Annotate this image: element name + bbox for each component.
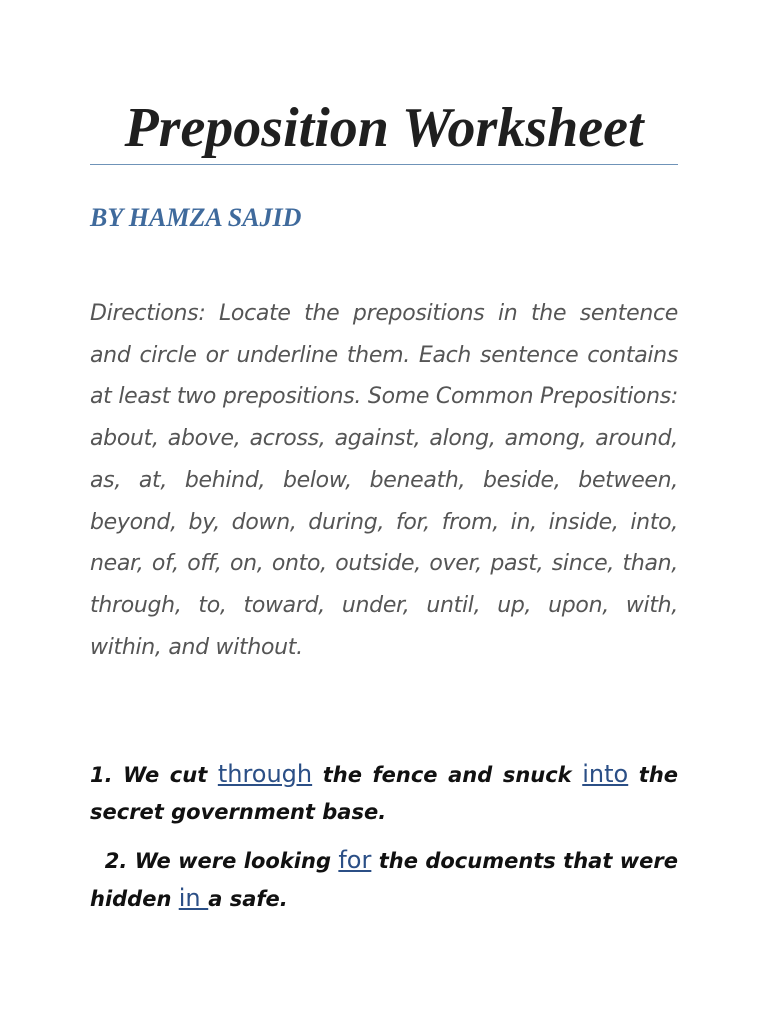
- author-byline: BY HAMZA SAJID: [90, 203, 302, 232]
- question-text: We were looking: [134, 849, 331, 873]
- question-text: the documents that were hidden: [90, 849, 678, 911]
- question-text: the fence and snuck: [322, 763, 572, 787]
- question-number: 1.: [90, 763, 113, 787]
- question-2: [90, 842, 678, 918]
- answer-word: through: [217, 760, 313, 788]
- title-divider: [90, 164, 678, 165]
- answer-word: into: [582, 760, 629, 788]
- question-text: a safe.: [208, 887, 288, 911]
- question-1: [90, 756, 678, 831]
- page-title: Preposition Worksheet: [124, 97, 644, 159]
- answer-word: for: [338, 846, 372, 874]
- directions-paragraph: Directions: Locate the prepositions in the sentence and circle or underline them. Each sentence contains at least two prepositions. Some Common Prepositions: about, above, across, against, along, among, around, as, at, behind, below, beneath, beside, between, beyond, by, down, during, for, from, in, inside, into, near, of, off, on, onto, outside, over, past, since, than, through, to, toward, under, until, up, upon, with, within, and without.: [90, 301, 678, 660]
- question-number: 2.: [104, 849, 128, 873]
- question-text: the secret government base.: [90, 763, 679, 824]
- answer-word: in: [178, 884, 209, 912]
- question-text: We cut: [123, 763, 208, 787]
